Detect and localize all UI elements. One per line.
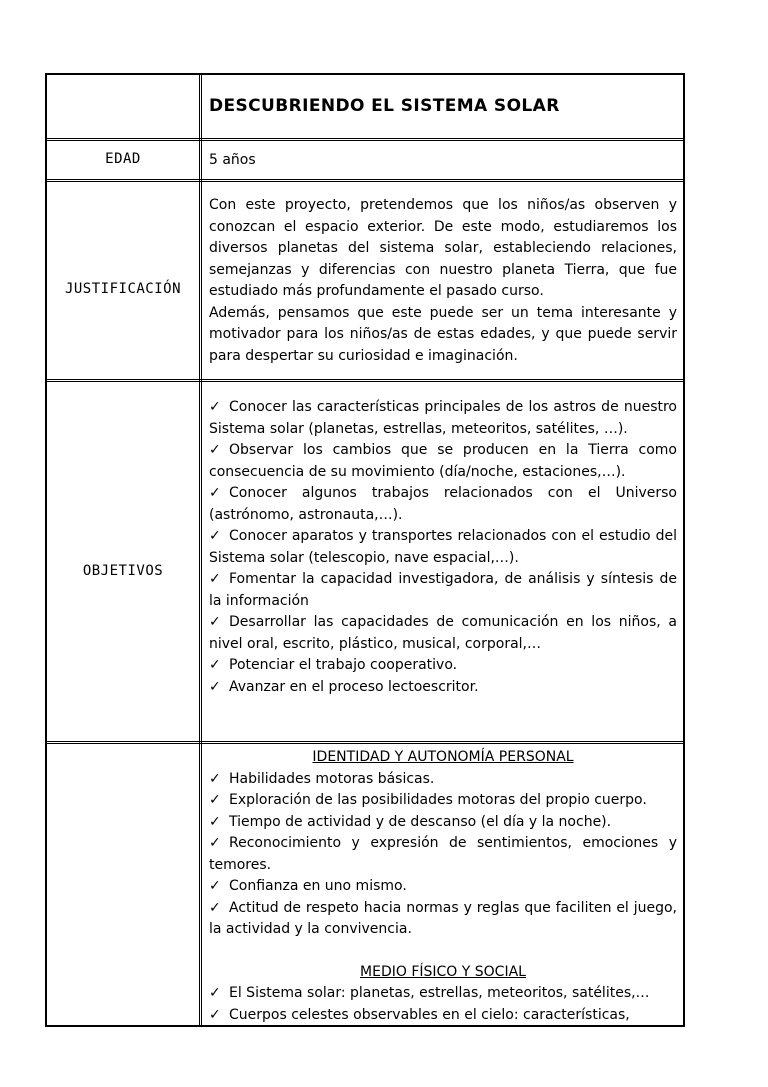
edad-label: EDAD	[105, 151, 141, 167]
contenidos-list	[209, 747, 677, 1026]
checkmark-icon: ✓	[209, 442, 221, 458]
justificacion-paragraph: Además, pensamos que este puede ser un tema interesante y motivador para los niños/as de estas edades, y que puede servir para despertar su curiosidad e imaginación.	[209, 304, 677, 364]
checkmark-icon: ✓	[209, 678, 221, 695]
row-divider-edad	[47, 179, 683, 182]
list-item: ✓ Observar los cambios que se producen en la Tierra como consecuencia de su movimiento (día/noche, estaciones,…).	[209, 442, 677, 480]
checkmark-icon: ✓	[209, 399, 221, 415]
checkmark-icon: ✓	[209, 1006, 221, 1023]
list-item: ✓ Fomentar la capacidad investigadora, de análisis y síntesis de la información	[209, 571, 677, 609]
section-heading: MEDIO FÍSICO Y SOCIAL	[360, 963, 526, 980]
checkmark-icon: ✓	[209, 528, 221, 544]
page-title: DESCUBRIENDO EL SISTEMA SOLAR	[209, 96, 560, 116]
row-divider-justificacion	[47, 379, 683, 382]
section-spacer	[209, 941, 677, 962]
checkmark-icon: ✓	[209, 485, 221, 501]
justificacion-paragraph: Con este proyecto, pretendemos que los niños/as observen y conozcan el espacio exterior. De este modo, estudiaremos los diversos planetas del sistema solar, estableciendo relaciones, semejanzas y diferencias con nuestro planeta Tierra, que fue estudiado más profundamente el pasado curso.	[209, 197, 677, 299]
list-item: ✓ Conocer las características principales de los astros de nuestro Sistema solar (planetas, estrellas, meteoritos, satélites, …).	[209, 399, 677, 437]
list-item: ✓ Cuerpos celestes observables en el cielo: características,	[209, 1005, 677, 1027]
row-divider-objetivos	[47, 741, 683, 744]
list-item: ✓ Habilidades motoras básicas.	[209, 769, 677, 791]
edad-value: 5 años	[209, 152, 256, 168]
column-divider	[199, 75, 202, 1025]
checkmark-icon: ✓	[209, 899, 221, 916]
checkmark-icon: ✓	[209, 657, 221, 673]
list-item: ✓ Conocer algunos trabajos relacionados con el Universo (astrónomo, astronauta,…).	[209, 485, 677, 523]
checkmark-icon: ✓	[209, 571, 221, 587]
justificacion-text	[209, 195, 677, 367]
checkmark-icon: ✓	[209, 813, 221, 830]
list-item: ✓ Reconocimiento y expresión de sentimientos, emociones y temores.	[209, 835, 677, 873]
list-item: ✓ Conocer aparatos y transportes relacionados con el estudio del Sistema solar (telescopio, nave espacial,…).	[209, 528, 677, 566]
justificacion-label: JUSTIFICACIÓN	[64, 281, 182, 297]
list-item: ✓ Confianza en uno mismo.	[209, 876, 677, 898]
checkmark-icon: ✓	[209, 770, 221, 787]
checkmark-icon: ✓	[209, 792, 221, 808]
checkmark-icon: ✓	[209, 614, 221, 630]
section-heading: IDENTIDAD Y AUTONOMÍA PERSONAL	[312, 749, 574, 765]
objetivos-list	[209, 397, 677, 698]
project-table	[45, 73, 685, 1027]
list-item: ✓ Exploración de las posibilidades motoras del propio cuerpo.	[209, 790, 677, 812]
list-item: ✓ Actitud de respeto hacia normas y reglas que faciliten el juego, la actividad y la convivencia.	[209, 899, 677, 937]
checkmark-icon: ✓	[209, 835, 221, 851]
list-item: ✓ Avanzar en el proceso lectoescritor.	[209, 677, 677, 699]
row-divider-title	[47, 138, 683, 141]
checkmark-icon: ✓	[209, 985, 221, 1001]
objetivos-label: OBJETIVOS	[82, 563, 164, 579]
list-item: ✓ Desarrollar las capacidades de comunicación en los niños, a nivel oral, escrito, plástico, musical, corporal,…	[209, 614, 677, 652]
list-item: ✓ Tiempo de actividad y de descanso (el día y la noche).	[209, 812, 677, 834]
list-item: ✓ Potenciar el trabajo cooperativo.	[209, 655, 677, 677]
checkmark-icon: ✓	[209, 878, 221, 894]
list-item: ✓ El Sistema solar: planetas, estrellas, meteoritos, satélites,…	[209, 983, 677, 1005]
